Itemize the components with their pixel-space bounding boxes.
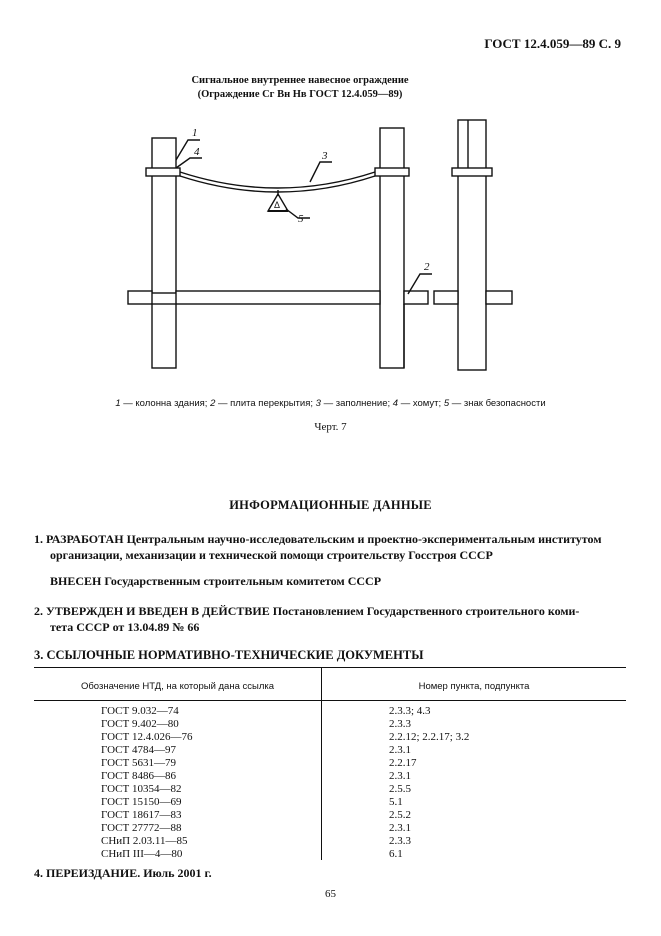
- item-references: [34, 648, 423, 663]
- table-cell-designation: ГОСТ 5631—79: [101, 757, 176, 769]
- floor-slab-left: [128, 291, 152, 304]
- column-right: [458, 120, 486, 370]
- table-cell-clause: 2.3.3; 4.3: [389, 705, 431, 717]
- page-number: 65: [325, 888, 336, 900]
- floor-slab-right-b: [434, 291, 458, 304]
- table-cell-clause: 2.3.1: [389, 822, 411, 834]
- item-2-head: УТВЕРЖДЕН И ВВЕДЕН В ДЕЙСТВИЕ: [46, 604, 270, 618]
- item-4-head: ПЕРЕИЗДАНИЕ.: [46, 866, 141, 880]
- item-developed: [34, 531, 626, 563]
- guard-drawing: [0, 110, 661, 380]
- table-header-designation: Обозначение НТД, на который дана ссылка: [80, 681, 275, 692]
- label-5: 5: [298, 213, 304, 225]
- item-3-head: ССЫЛОЧНЫЕ НОРМАТИВНО-ТЕХНИЧЕСКИЕ ДОКУМЕНТЫ: [46, 648, 424, 662]
- item-1-number: 1.: [34, 532, 43, 546]
- sign-symbol: Δ: [274, 200, 281, 210]
- floor-slab-right-c: [486, 291, 512, 304]
- legend-text-2: — плита перекрытия;: [215, 398, 316, 409]
- item-introduced: ВНЕСЕН Государственным строительным комитетом СССР: [50, 574, 382, 588]
- section-title: ИНФОРМАЦИОННЫЕ ДАННЫЕ: [229, 498, 432, 512]
- item-1-line-2: организации, механизации и технической помощи строительству Госстроя СССР: [50, 548, 493, 562]
- item-1-head: РАЗРАБОТАН: [46, 532, 124, 546]
- clamp-middle: [375, 168, 409, 176]
- figure-title: [150, 74, 450, 102]
- figure-title-line-1: Сигнальное внутреннее навесное ограждение: [191, 75, 409, 86]
- page-header-reference: ГОСТ 12.4.059—89 С. 9: [484, 36, 621, 51]
- figure-legend: [0, 398, 661, 409]
- column-left-lower: [152, 304, 176, 368]
- filling-rope: [180, 172, 375, 188]
- table-cell-designation: ГОСТ 15150—69: [101, 796, 182, 808]
- item-2-line-2: тета СССР от 13.04.89 № 66: [50, 620, 200, 634]
- floor-slab-middle: [176, 291, 380, 304]
- table-column-divider: [321, 667, 322, 860]
- legend-num-5: 5: [443, 398, 450, 409]
- label-2: 2: [424, 261, 430, 273]
- table-cell-designation: ГОСТ 9.402—80: [101, 718, 179, 730]
- table-cell-designation: ГОСТ 18617—83: [101, 809, 182, 821]
- table-cell-designation: СНиП 2.03.11—85: [101, 835, 188, 847]
- legend-num-4: 4: [392, 398, 399, 409]
- column-middle: [380, 128, 404, 368]
- legend-text-4: — хомут;: [398, 398, 444, 409]
- column-left: [152, 138, 176, 293]
- table-cell-designation: ГОСТ 8486—86: [101, 770, 176, 782]
- table-cell-clause: 2.5.2: [389, 809, 411, 821]
- legend-text-1: — колонна здания;: [120, 398, 211, 409]
- table-cell-designation: СНиП III—4—80: [101, 848, 183, 860]
- table-cell-clause: 2.3.3: [389, 718, 411, 730]
- table-cell-clause: 2.3.1: [389, 770, 411, 782]
- table-cell-clause: 2.3.1: [389, 744, 411, 756]
- item-2-number: 2.: [34, 604, 43, 618]
- legend-num-1: 1: [115, 398, 121, 409]
- table-cell-clause: 2.5.5: [389, 783, 411, 795]
- table-cell-clause: 2.2.12; 2.2.17; 3.2: [389, 731, 470, 743]
- legend-num-2: 2: [210, 398, 216, 409]
- item-reissue: [34, 866, 212, 881]
- item-4-number: 4.: [34, 866, 43, 880]
- item-3-number: 3.: [34, 648, 44, 662]
- table-cell-designation: ГОСТ 9.032—74: [101, 705, 179, 717]
- figure-caption: Черт. 7: [314, 421, 347, 433]
- item-approved: [34, 603, 626, 635]
- floor-slab-right-a: [404, 291, 428, 304]
- table-cell-designation: ГОСТ 12.4.026—76: [101, 731, 193, 743]
- item-4-text: Июль 2001 г.: [140, 866, 212, 880]
- item-2-line-1: Постановлением Государственного строительного коми-: [269, 604, 580, 618]
- clamp-right: [452, 168, 492, 176]
- table-cell-clause: 2.3.3: [389, 835, 411, 847]
- item-1-line-1: Центральным научно-исследовательским и проектно-экспериментальным институтом: [123, 532, 602, 546]
- clamp-left: [146, 168, 180, 176]
- table-header-rule: [34, 700, 626, 701]
- legend-text-5: — знак безопасности: [449, 398, 546, 409]
- table-cell-designation: ГОСТ 27772—88: [101, 822, 182, 834]
- table-header-clause: Номер пункта, подпункта: [418, 681, 530, 692]
- table-cell-clause: 6.1: [389, 848, 403, 860]
- table-top-rule: [34, 667, 626, 668]
- figure-title-line-2: (Ограждение Сг Вн Нв ГОСТ 12.4.059—89): [197, 89, 403, 100]
- legend-text-3: — заполнение;: [320, 398, 393, 409]
- legend-num-3: 3: [315, 398, 321, 409]
- label-4: 4: [194, 146, 200, 158]
- table-cell-clause: 2.2.17: [389, 757, 417, 769]
- label-1: 1: [192, 127, 198, 139]
- table-cell-clause: 5.1: [389, 796, 403, 808]
- table-cell-designation: ГОСТ 4784—97: [101, 744, 176, 756]
- table-cell-designation: ГОСТ 10354—82: [101, 783, 182, 795]
- label-3: 3: [322, 150, 328, 162]
